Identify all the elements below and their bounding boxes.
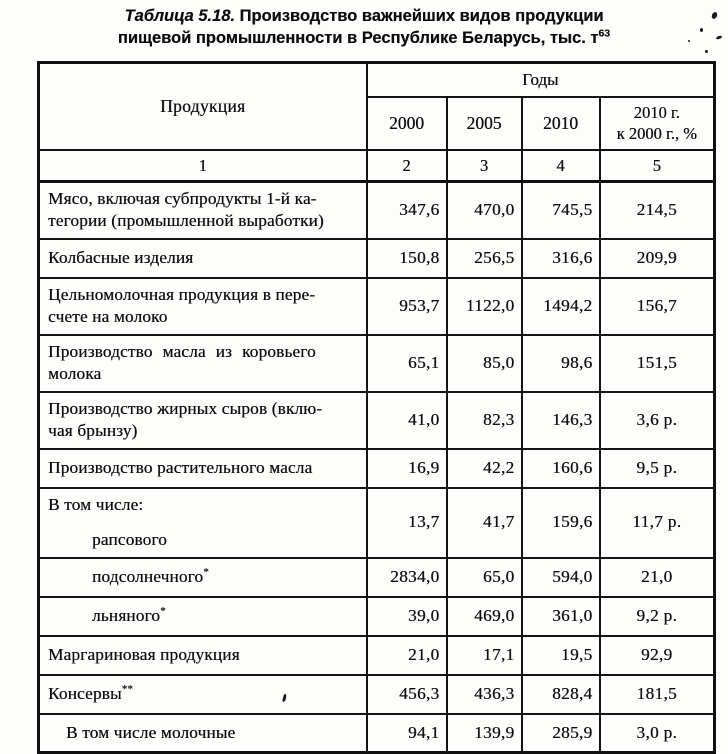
product-cell	[39, 558, 367, 597]
product-line: Производство растительного масла	[48, 457, 313, 477]
year-value-cell: 1494,2	[522, 278, 600, 335]
year-value-cell: 594,0	[522, 558, 600, 597]
table-row	[39, 558, 715, 597]
ratio-value-cell: 21,0	[600, 558, 715, 597]
table-row	[39, 392, 715, 449]
ratio-value-cell: 3,0 р.	[600, 714, 715, 753]
year-value-cell: 39,0	[367, 597, 447, 636]
year-value-cell: 65,1	[367, 335, 447, 392]
product-cell	[39, 675, 367, 714]
year-value-cell: 256,5	[447, 239, 522, 278]
product-line: счете на молоко	[48, 307, 168, 327]
ratio-value-cell: 9,5 р.	[600, 449, 715, 488]
year-value-cell: 94,1	[367, 714, 447, 753]
table-row	[39, 597, 715, 636]
year-value-cell: 41,7	[447, 488, 522, 558]
table-body	[39, 181, 715, 752]
table-title	[0, 6, 728, 50]
ratio-value-cell: 92,9	[600, 636, 715, 675]
column-number: 3	[447, 150, 522, 181]
product-line: чая брынзу)	[48, 421, 138, 441]
column-header-2010: 2010	[522, 97, 600, 150]
scan-noise-speck	[700, 28, 703, 32]
product-cell	[39, 449, 367, 488]
year-value-cell: 160,6	[522, 449, 600, 488]
year-value-cell: 347,6	[367, 181, 447, 238]
ratio-value-cell: 181,5	[600, 675, 715, 714]
product-cell	[39, 239, 367, 278]
year-value-cell: 456,3	[367, 675, 447, 714]
product-line: Производство масла из коровьего	[48, 341, 316, 361]
table-row	[39, 488, 715, 558]
scan-noise-speck	[705, 50, 708, 53]
footnote-marker: *	[160, 605, 166, 618]
product-cell	[39, 335, 367, 392]
table-title-text: Производство важнейших видов продукции	[234, 7, 604, 25]
column-header-product: Продукция	[39, 63, 367, 151]
column-header-ratio: 2010 г. к 2000 г., %	[600, 97, 715, 150]
footnote-reference: 63	[598, 27, 611, 40]
year-value-cell: 150,8	[367, 239, 447, 278]
header-row-group	[39, 63, 715, 98]
column-header-2005: 2005	[447, 97, 522, 150]
year-value-cell: 21,0	[367, 636, 447, 675]
product-line: молока	[48, 364, 102, 384]
production-table	[37, 61, 716, 754]
year-value-cell: 19,5	[522, 636, 600, 675]
year-value-cell: 2834,0	[367, 558, 447, 597]
product-cell	[39, 278, 367, 335]
table-header	[39, 63, 715, 182]
table-title-line2: пищевой промышленности в Республике Беларусь, тыс. $т^{63}$	[117, 27, 611, 47]
table-number-label: Таблица 5.18.	[124, 7, 235, 25]
product-cell	[39, 636, 367, 675]
ratio-value-cell: 214,5	[600, 181, 715, 238]
year-value-cell: 16,9	[367, 449, 447, 488]
year-value-cell: 42,2	[447, 449, 522, 488]
year-value-cell: 316,6	[522, 239, 600, 278]
year-value-cell: 98,6	[522, 335, 600, 392]
product-cell	[39, 597, 367, 636]
table-row	[39, 714, 715, 753]
year-value-cell: 436,3	[447, 675, 522, 714]
year-value-cell: 159,6	[522, 488, 600, 558]
year-value-cell: 285,9	[522, 714, 600, 753]
year-value-cell: 41,0	[367, 392, 447, 449]
ratio-value-cell: 209,9	[600, 239, 715, 278]
year-value-cell: 139,9	[447, 714, 522, 753]
table-row	[39, 278, 715, 335]
product-line: Колбасные изделия	[48, 248, 194, 268]
product-line: Производство жирных сыров (вклю-	[48, 398, 323, 418]
product-line: льняного*	[92, 605, 166, 625]
year-value-cell: 13,7	[367, 488, 447, 558]
ratio-value-cell: 11,7 р.	[600, 488, 715, 558]
table-title-line1	[0, 6, 728, 28]
year-value-cell: 953,7	[367, 278, 447, 335]
ratio-value-cell: 3,6 р.	[600, 392, 715, 449]
column-number: 4	[522, 150, 600, 181]
footnote-marker: **	[121, 683, 134, 696]
year-value-cell: 469,0	[447, 597, 522, 636]
ratio-value-cell: 9,2 р.	[600, 597, 715, 636]
table-row	[39, 675, 715, 714]
column-number: 1	[39, 150, 367, 181]
column-group-years: Годы	[367, 63, 715, 98]
table-row	[39, 181, 715, 238]
column-header-2000: 2000	[367, 97, 447, 150]
year-value-cell: 82,3	[447, 392, 522, 449]
product-line: Цельномолочная продукция в пере-	[48, 284, 316, 304]
year-value-cell: 828,4	[522, 675, 600, 714]
year-value-cell: 85,0	[447, 335, 522, 392]
product-cell	[39, 714, 367, 753]
table-row	[39, 239, 715, 278]
product-cell	[39, 392, 367, 449]
column-number: 2	[367, 150, 447, 181]
product-cell	[39, 488, 367, 558]
table-row	[39, 335, 715, 392]
product-cell	[39, 181, 367, 238]
product-line: Мясо, включая субпродукты 1-й ка-	[48, 188, 317, 208]
product-line: В том числе молочные	[66, 722, 236, 742]
column-numbering-row	[39, 150, 715, 181]
year-value-cell: 17,1	[447, 636, 522, 675]
column-number: 5	[600, 150, 715, 181]
footnote-marker: *	[203, 566, 209, 579]
scan-noise-speck	[688, 40, 690, 42]
table-row	[39, 636, 715, 675]
ratio-value-cell: 156,7	[600, 278, 715, 335]
year-value-cell: 361,0	[522, 597, 600, 636]
year-value-cell: 470,0	[447, 181, 522, 238]
table-row	[39, 449, 715, 488]
year-value-cell: 1122,0	[447, 278, 522, 335]
product-line: тегории (промышленной выработки)	[48, 211, 324, 231]
year-value-cell: 146,3	[522, 392, 600, 449]
year-value-cell: 745,5	[522, 181, 600, 238]
scanned-document-page	[0, 6, 728, 742]
product-line: Консервы**	[48, 683, 134, 703]
year-value-cell: 65,0	[447, 558, 522, 597]
product-line: подсолнечного*	[92, 566, 209, 586]
product-line: рапсового	[92, 530, 167, 550]
product-line: Маргариновая продукция	[48, 644, 240, 664]
ratio-value-cell: 151,5	[600, 335, 715, 392]
product-line: В том числе:	[48, 494, 144, 514]
